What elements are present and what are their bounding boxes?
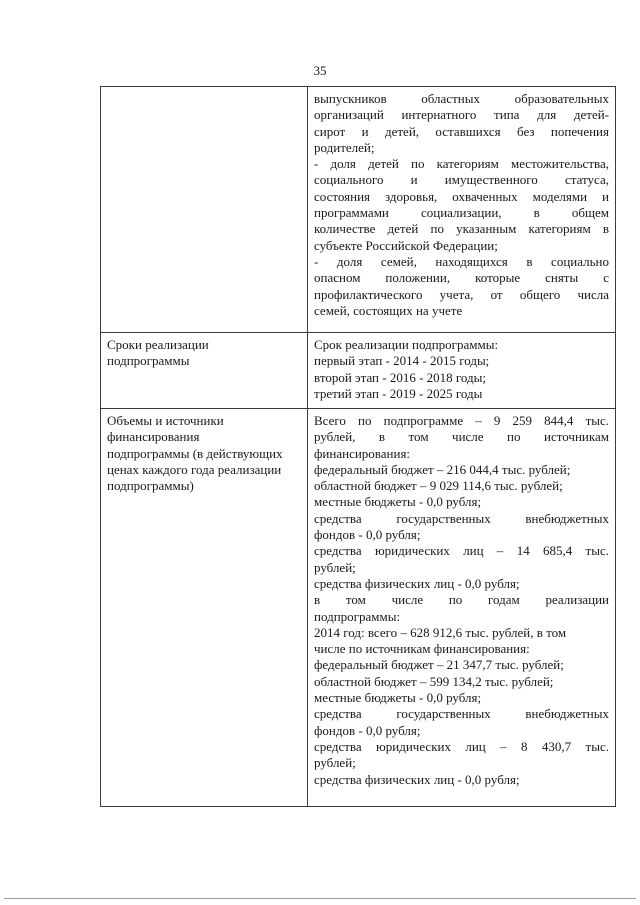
text-line: средства юридических лиц – 8 430,7 тыс. bbox=[314, 738, 609, 754]
text-line: местные бюджеты - 0,0 рубля; bbox=[314, 690, 482, 706]
text-line: федеральный бюджет – 21 347,7 тыс. рублей; bbox=[314, 657, 564, 673]
text-line: средства юридических лиц – 14 685,4 тыс. bbox=[314, 543, 609, 559]
label-line: подпрограммы bbox=[107, 353, 190, 369]
table-row bbox=[101, 87, 616, 333]
row-label-cell bbox=[101, 409, 308, 807]
text-line: сирот и детей, оставшихся без попечения bbox=[314, 123, 609, 139]
text-line: выпускников областных образовательных bbox=[314, 91, 609, 106]
text-line: состояния здоровья, охваченных моделями и bbox=[314, 188, 609, 204]
subprogram-passport-table bbox=[100, 86, 616, 807]
table-row bbox=[101, 409, 616, 807]
text-line: средства государственных внебюджетных bbox=[314, 510, 609, 526]
label-line: Объемы и источники bbox=[107, 413, 224, 428]
text-line: местные бюджеты - 0,0 рубля; bbox=[314, 494, 482, 510]
text-line: количестве детей по указанным категориям в bbox=[314, 221, 609, 237]
text-line: средства государственных внебюджетных bbox=[314, 706, 609, 722]
text-line: финансирования: bbox=[314, 445, 411, 461]
page-number: 35 bbox=[313, 63, 327, 78]
text-line: программами социализации, в общем bbox=[314, 205, 609, 221]
text-line: - доля семей, находящихся в социально bbox=[314, 253, 609, 269]
row-content-cell bbox=[308, 87, 616, 333]
text-line: рублей, в том числе по источникам bbox=[314, 429, 609, 445]
text-line: родителей; bbox=[314, 139, 375, 155]
text-line: Всего по подпрограмме – 9 259 844,4 тыс. bbox=[314, 413, 609, 428]
label-line: Сроки реализации bbox=[107, 337, 209, 352]
text-line: третий этап - 2019 - 2025 годы bbox=[314, 385, 483, 401]
text-line: второй этап - 2016 - 2018 годы; bbox=[314, 369, 487, 385]
text-line: средства физических лиц - 0,0 рубля; bbox=[314, 771, 520, 787]
text-line: профилактического учета, от общего числа bbox=[314, 286, 609, 302]
text-line: в том числе по годам реализации bbox=[314, 592, 609, 608]
text-line: федеральный бюджет – 216 044,4 тыс. рублей; bbox=[314, 461, 571, 477]
text-line: 2014 год: всего – 628 912,6 тыс. рублей, в том bbox=[314, 624, 567, 640]
label-line: ценах каждого года реализации bbox=[107, 461, 282, 477]
text-line: средства физических лиц - 0,0 рубля; bbox=[314, 575, 520, 591]
label-line: финансирования bbox=[107, 429, 200, 445]
text-line: числе по источникам финансирования: bbox=[314, 641, 530, 657]
text-line: Срок реализации подпрограммы: bbox=[314, 337, 499, 352]
text-line: рублей; bbox=[314, 559, 356, 575]
page-bottom-rule bbox=[4, 898, 636, 899]
label-line: подпрограммы (в действующих bbox=[107, 445, 283, 461]
text-line: - доля детей по категориям местожительства, bbox=[314, 156, 609, 172]
text-line: субъекте Российской Федерации; bbox=[314, 237, 498, 253]
text-line: социального и имущественного статуса, bbox=[314, 172, 609, 188]
row-content-cell bbox=[308, 409, 616, 807]
row-content-cell bbox=[308, 333, 616, 409]
table-row bbox=[101, 333, 616, 409]
text-line: подпрограммы: bbox=[314, 608, 401, 624]
text-line: семей, состоящих на учете bbox=[314, 302, 463, 318]
label-line: подпрограммы) bbox=[107, 478, 194, 494]
text-line: областной бюджет – 9 029 114,6 тыс. рублей; bbox=[314, 478, 563, 494]
text-line: фондов - 0,0 рубля; bbox=[314, 722, 421, 738]
text-line: рублей; bbox=[314, 755, 356, 771]
row-label-cell bbox=[101, 87, 308, 333]
text-line: областной бюджет – 599 134,2 тыс. рублей; bbox=[314, 673, 554, 689]
text-line: организаций интернатного типа для детей- bbox=[314, 107, 609, 123]
text-line: фондов - 0,0 рубля; bbox=[314, 527, 421, 543]
text-line: первый этап - 2014 - 2015 годы; bbox=[314, 353, 490, 369]
row-label-cell bbox=[101, 333, 308, 409]
text-line: опасном положении, которые сняты с bbox=[314, 270, 609, 286]
